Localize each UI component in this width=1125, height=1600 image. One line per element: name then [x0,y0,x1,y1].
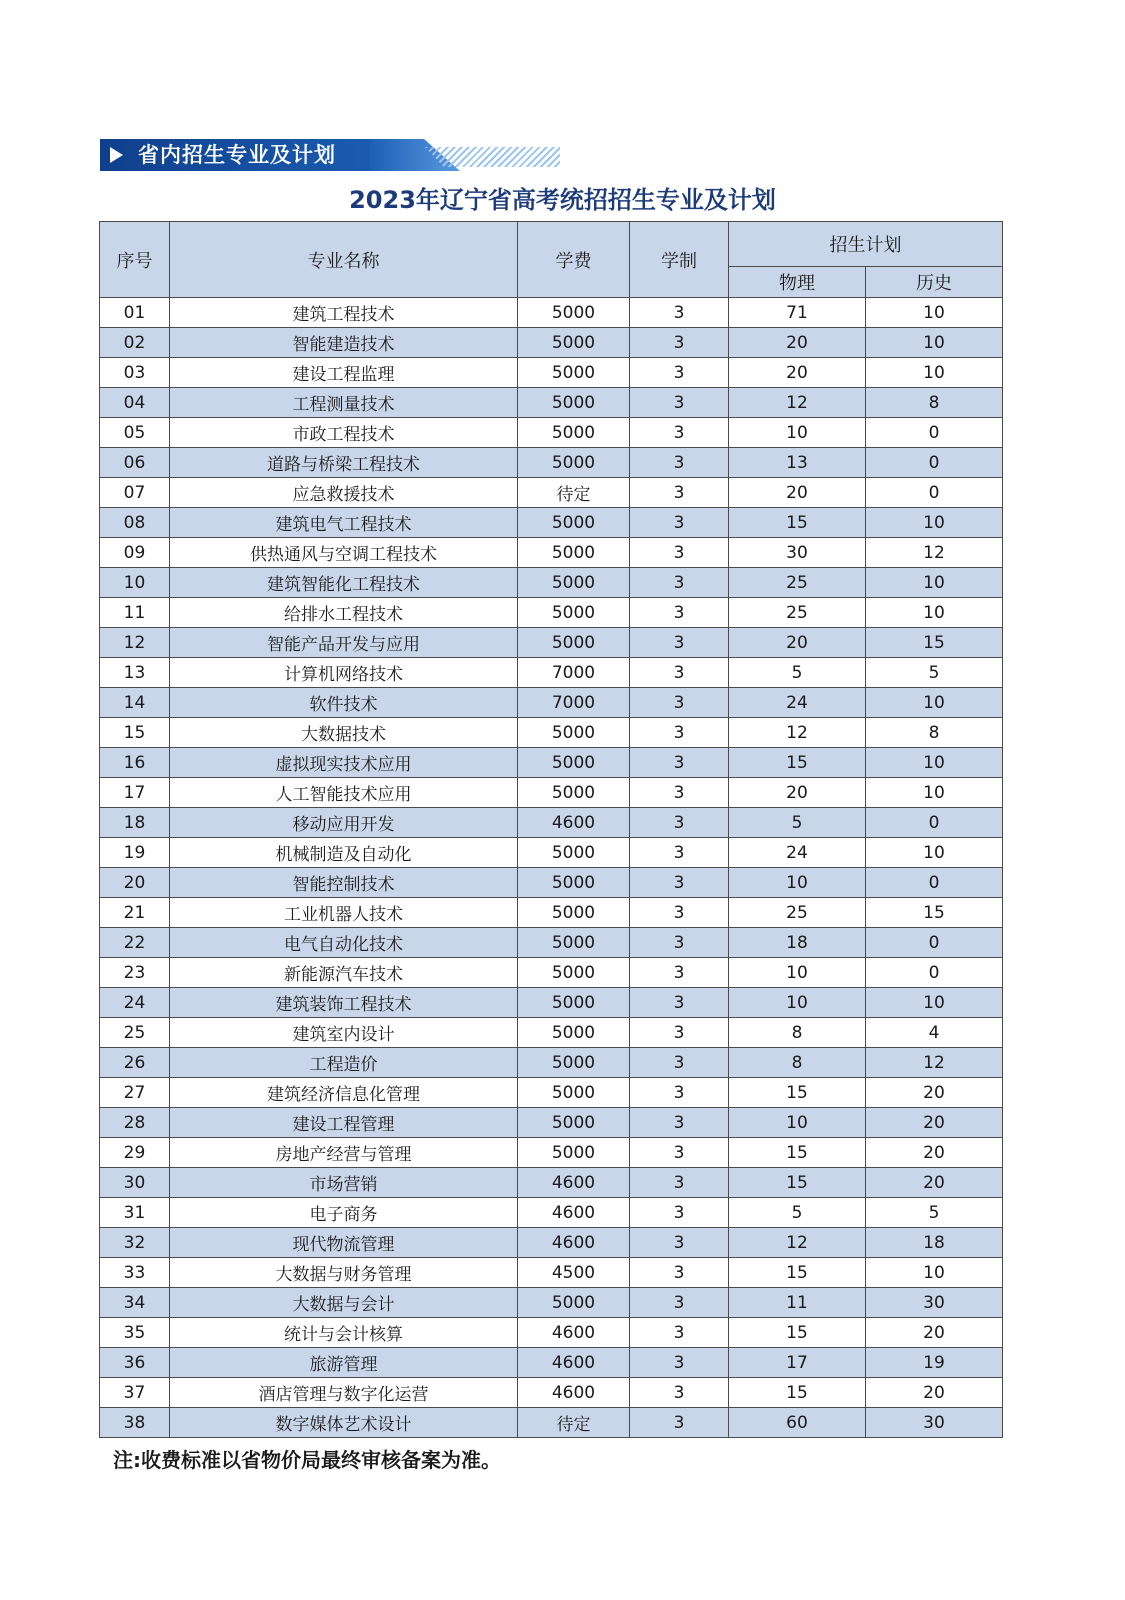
cell-index: 30 [100,1168,170,1198]
cell-history: 8 [866,388,1003,418]
cell-tuition: 5000 [518,838,630,868]
cell-index: 14 [100,688,170,718]
cell-duration: 3 [630,688,729,718]
cell-index: 13 [100,658,170,688]
cell-history: 0 [866,928,1003,958]
cell-history: 5 [866,658,1003,688]
cell-history: 12 [866,538,1003,568]
cell-duration: 3 [630,1018,729,1048]
cell-physics: 15 [729,1258,866,1288]
cell-tuition: 4500 [518,1258,630,1288]
cell-tuition: 5000 [518,748,630,778]
cell-history: 12 [866,1048,1003,1078]
cell-major: 给排水工程技术 [170,598,518,628]
cell-duration: 3 [630,1378,729,1408]
cell-duration: 3 [630,1288,729,1318]
cell-history: 10 [866,508,1003,538]
cell-tuition: 5000 [518,1018,630,1048]
cell-duration: 3 [630,658,729,688]
cell-physics: 15 [729,748,866,778]
cell-tuition: 4600 [518,1348,630,1378]
table-row [100,808,1003,838]
table-body [100,298,1003,1438]
cell-index: 10 [100,568,170,598]
cell-major: 移动应用开发 [170,808,518,838]
cell-physics: 10 [729,868,866,898]
cell-physics: 12 [729,718,866,748]
cell-index: 22 [100,928,170,958]
table-row [100,658,1003,688]
cell-index: 32 [100,1228,170,1258]
cell-history: 20 [866,1138,1003,1168]
cell-index: 03 [100,358,170,388]
table-row [100,1348,1003,1378]
table-row [100,958,1003,988]
cell-tuition: 5000 [518,358,630,388]
cell-duration: 3 [630,298,729,328]
table-row [100,1378,1003,1408]
cell-physics: 13 [729,448,866,478]
cell-duration: 3 [630,418,729,448]
cell-physics: 25 [729,568,866,598]
cell-major: 大数据与会计 [170,1288,518,1318]
cell-physics: 12 [729,1228,866,1258]
cell-tuition: 5000 [518,448,630,478]
cell-physics: 10 [729,1108,866,1138]
cell-physics: 25 [729,598,866,628]
table-row [100,598,1003,628]
cell-duration: 3 [630,1108,729,1138]
table-row [100,628,1003,658]
banner-hatch-decoration [425,147,560,167]
table-row [100,988,1003,1018]
cell-physics: 5 [729,658,866,688]
cell-major: 市政工程技术 [170,418,518,448]
cell-major: 建筑工程技术 [170,298,518,328]
cell-major: 应急救援技术 [170,478,518,508]
cell-index: 20 [100,868,170,898]
enrollment-table [99,221,1003,1438]
cell-physics: 11 [729,1288,866,1318]
cell-tuition: 5000 [518,958,630,988]
cell-major: 新能源汽车技术 [170,958,518,988]
cell-physics: 15 [729,1078,866,1108]
cell-duration: 3 [630,988,729,1018]
cell-duration: 3 [630,928,729,958]
cell-physics: 10 [729,418,866,448]
cell-major: 供热通风与空调工程技术 [170,538,518,568]
cell-major: 建设工程监理 [170,358,518,388]
cell-duration: 3 [630,1228,729,1258]
cell-history: 30 [866,1288,1003,1318]
cell-tuition: 4600 [518,808,630,838]
cell-major: 统计与会计核算 [170,1318,518,1348]
cell-duration: 3 [630,808,729,838]
cell-physics: 15 [729,1168,866,1198]
cell-index: 38 [100,1408,170,1438]
cell-duration: 3 [630,718,729,748]
cell-duration: 3 [630,1048,729,1078]
cell-physics: 12 [729,388,866,418]
cell-tuition: 5000 [518,598,630,628]
cell-tuition: 5000 [518,1048,630,1078]
cell-major: 电子商务 [170,1198,518,1228]
cell-history: 0 [866,478,1003,508]
cell-history: 10 [866,328,1003,358]
cell-index: 37 [100,1378,170,1408]
cell-duration: 3 [630,748,729,778]
cell-major: 智能产品开发与应用 [170,628,518,658]
cell-history: 15 [866,628,1003,658]
table-row [100,448,1003,478]
cell-history: 10 [866,568,1003,598]
cell-index: 31 [100,1198,170,1228]
cell-history: 10 [866,748,1003,778]
header-duration: 学制 [630,222,729,298]
cell-history: 15 [866,898,1003,928]
table-row [100,1048,1003,1078]
cell-duration: 3 [630,778,729,808]
cell-index: 01 [100,298,170,328]
cell-history: 8 [866,718,1003,748]
cell-index: 08 [100,508,170,538]
cell-physics: 8 [729,1018,866,1048]
cell-duration: 3 [630,958,729,988]
cell-duration: 3 [630,868,729,898]
cell-physics: 10 [729,958,866,988]
cell-physics: 5 [729,808,866,838]
cell-major: 酒店管理与数字化运营 [170,1378,518,1408]
table-row [100,1318,1003,1348]
play-arrow-icon [110,147,123,163]
cell-duration: 3 [630,1078,729,1108]
cell-index: 26 [100,1048,170,1078]
cell-physics: 20 [729,778,866,808]
cell-physics: 17 [729,1348,866,1378]
cell-physics: 25 [729,898,866,928]
cell-tuition: 7000 [518,658,630,688]
table-row [100,358,1003,388]
cell-physics: 15 [729,508,866,538]
cell-duration: 3 [630,448,729,478]
cell-index: 05 [100,418,170,448]
cell-history: 19 [866,1348,1003,1378]
cell-history: 0 [866,868,1003,898]
cell-history: 20 [866,1108,1003,1138]
cell-duration: 3 [630,1258,729,1288]
cell-tuition: 5000 [518,1108,630,1138]
table-row [100,1198,1003,1228]
table-row [100,1288,1003,1318]
table-row [100,688,1003,718]
table-row [100,418,1003,448]
header-physics: 物理 [729,267,866,298]
table-row [100,508,1003,538]
cell-history: 4 [866,1018,1003,1048]
cell-major: 建筑装饰工程技术 [170,988,518,1018]
cell-tuition: 5000 [518,388,630,418]
cell-tuition: 7000 [518,688,630,718]
cell-tuition: 5000 [518,538,630,568]
cell-tuition: 5000 [518,1288,630,1318]
cell-index: 09 [100,538,170,568]
cell-major: 智能建造技术 [170,328,518,358]
section-title: 省内招生专业及计划 [138,143,336,167]
cell-history: 5 [866,1198,1003,1228]
cell-history: 10 [866,688,1003,718]
cell-index: 12 [100,628,170,658]
table-row [100,718,1003,748]
cell-major: 建设工程管理 [170,1108,518,1138]
header-plan: 招生计划 [729,222,1003,267]
cell-duration: 3 [630,1168,729,1198]
cell-index: 02 [100,328,170,358]
header-history: 历史 [866,267,1003,298]
cell-tuition: 4600 [518,1198,630,1228]
table-row [100,568,1003,598]
cell-tuition: 4600 [518,1228,630,1258]
cell-tuition: 待定 [518,478,630,508]
table-row [100,538,1003,568]
cell-index: 17 [100,778,170,808]
cell-tuition: 4600 [518,1168,630,1198]
cell-physics: 15 [729,1138,866,1168]
table-row [100,928,1003,958]
cell-index: 21 [100,898,170,928]
cell-tuition: 5000 [518,418,630,448]
cell-history: 30 [866,1408,1003,1438]
page-title: 2023年辽宁省高考统招招生专业及计划 [349,186,776,214]
cell-physics: 18 [729,928,866,958]
cell-history: 18 [866,1228,1003,1258]
cell-major: 大数据技术 [170,718,518,748]
cell-physics: 20 [729,628,866,658]
cell-index: 36 [100,1348,170,1378]
cell-duration: 3 [630,1198,729,1228]
table-row [100,328,1003,358]
cell-index: 33 [100,1258,170,1288]
table-row [100,868,1003,898]
cell-tuition: 5000 [518,928,630,958]
cell-physics: 24 [729,688,866,718]
cell-major: 旅游管理 [170,1348,518,1378]
cell-tuition: 5000 [518,328,630,358]
cell-physics: 60 [729,1408,866,1438]
cell-physics: 15 [729,1318,866,1348]
cell-physics: 24 [729,838,866,868]
cell-major: 计算机网络技术 [170,658,518,688]
cell-history: 10 [866,838,1003,868]
section-banner [100,139,560,171]
cell-index: 24 [100,988,170,1018]
cell-tuition: 5000 [518,868,630,898]
cell-history: 10 [866,778,1003,808]
table-row [100,1018,1003,1048]
cell-index: 11 [100,598,170,628]
cell-physics: 20 [729,358,866,388]
cell-major: 人工智能技术应用 [170,778,518,808]
table-row [100,1228,1003,1258]
cell-major: 工程测量技术 [170,388,518,418]
cell-tuition: 5000 [518,778,630,808]
cell-tuition: 5000 [518,568,630,598]
cell-index: 27 [100,1078,170,1108]
cell-physics: 10 [729,988,866,1018]
cell-major: 智能控制技术 [170,868,518,898]
cell-history: 0 [866,958,1003,988]
cell-index: 28 [100,1108,170,1138]
cell-history: 20 [866,1318,1003,1348]
cell-major: 道路与桥梁工程技术 [170,448,518,478]
table-row [100,748,1003,778]
cell-major: 建筑经济信息化管理 [170,1078,518,1108]
table-row [100,1258,1003,1288]
cell-duration: 3 [630,898,729,928]
cell-duration: 3 [630,508,729,538]
cell-tuition: 5000 [518,298,630,328]
cell-major: 虚拟现实技术应用 [170,748,518,778]
table-row [100,388,1003,418]
cell-duration: 3 [630,1138,729,1168]
table-row [100,1108,1003,1138]
table-row [100,1138,1003,1168]
table-row [100,898,1003,928]
cell-duration: 3 [630,628,729,658]
header-tuition: 学费 [518,222,630,298]
cell-history: 10 [866,1258,1003,1288]
cell-duration: 3 [630,568,729,598]
cell-major: 建筑电气工程技术 [170,508,518,538]
cell-duration: 3 [630,1348,729,1378]
cell-history: 10 [866,598,1003,628]
cell-duration: 3 [630,1408,729,1438]
cell-history: 0 [866,808,1003,838]
cell-history: 20 [866,1378,1003,1408]
cell-major: 市场营销 [170,1168,518,1198]
cell-major: 建筑智能化工程技术 [170,568,518,598]
table-row [100,1408,1003,1438]
cell-index: 16 [100,748,170,778]
table-row [100,838,1003,868]
cell-major: 工业机器人技术 [170,898,518,928]
cell-major: 房地产经营与管理 [170,1138,518,1168]
cell-physics: 71 [729,298,866,328]
footnote: 注:收费标准以省物价局最终审核备案为准。 [113,1448,501,1472]
cell-index: 07 [100,478,170,508]
cell-duration: 3 [630,598,729,628]
cell-major: 现代物流管理 [170,1228,518,1258]
header-major: 专业名称 [170,222,518,298]
cell-major: 机械制造及自动化 [170,838,518,868]
cell-tuition: 5000 [518,718,630,748]
cell-major: 建筑室内设计 [170,1018,518,1048]
cell-tuition: 待定 [518,1408,630,1438]
cell-physics: 30 [729,538,866,568]
cell-physics: 8 [729,1048,866,1078]
cell-index: 19 [100,838,170,868]
cell-physics: 20 [729,328,866,358]
cell-physics: 20 [729,478,866,508]
cell-index: 25 [100,1018,170,1048]
cell-history: 10 [866,988,1003,1018]
cell-tuition: 5000 [518,1078,630,1108]
cell-major: 大数据与财务管理 [170,1258,518,1288]
cell-tuition: 5000 [518,988,630,1018]
cell-tuition: 5000 [518,508,630,538]
header-index: 序号 [100,222,170,298]
cell-index: 18 [100,808,170,838]
cell-history: 10 [866,298,1003,328]
cell-tuition: 5000 [518,1138,630,1168]
cell-index: 34 [100,1288,170,1318]
cell-history: 20 [866,1078,1003,1108]
cell-duration: 3 [630,1318,729,1348]
cell-index: 04 [100,388,170,418]
cell-history: 0 [866,418,1003,448]
cell-index: 35 [100,1318,170,1348]
cell-history: 0 [866,448,1003,478]
cell-duration: 3 [630,388,729,418]
cell-physics: 15 [729,1378,866,1408]
cell-tuition: 5000 [518,628,630,658]
cell-major: 数字媒体艺术设计 [170,1408,518,1438]
cell-tuition: 5000 [518,898,630,928]
cell-duration: 3 [630,328,729,358]
cell-duration: 3 [630,838,729,868]
cell-duration: 3 [630,358,729,388]
table-row [100,1078,1003,1108]
cell-history: 20 [866,1168,1003,1198]
cell-index: 23 [100,958,170,988]
cell-duration: 3 [630,538,729,568]
table-row [100,778,1003,808]
cell-tuition: 4600 [518,1318,630,1348]
cell-history: 10 [866,358,1003,388]
cell-major: 电气自动化技术 [170,928,518,958]
table-row [100,298,1003,328]
cell-index: 29 [100,1138,170,1168]
cell-duration: 3 [630,478,729,508]
table-row [100,1168,1003,1198]
cell-index: 06 [100,448,170,478]
table-row [100,478,1003,508]
cell-major: 软件技术 [170,688,518,718]
cell-index: 15 [100,718,170,748]
cell-tuition: 4600 [518,1378,630,1408]
cell-physics: 5 [729,1198,866,1228]
cell-major: 工程造价 [170,1048,518,1078]
